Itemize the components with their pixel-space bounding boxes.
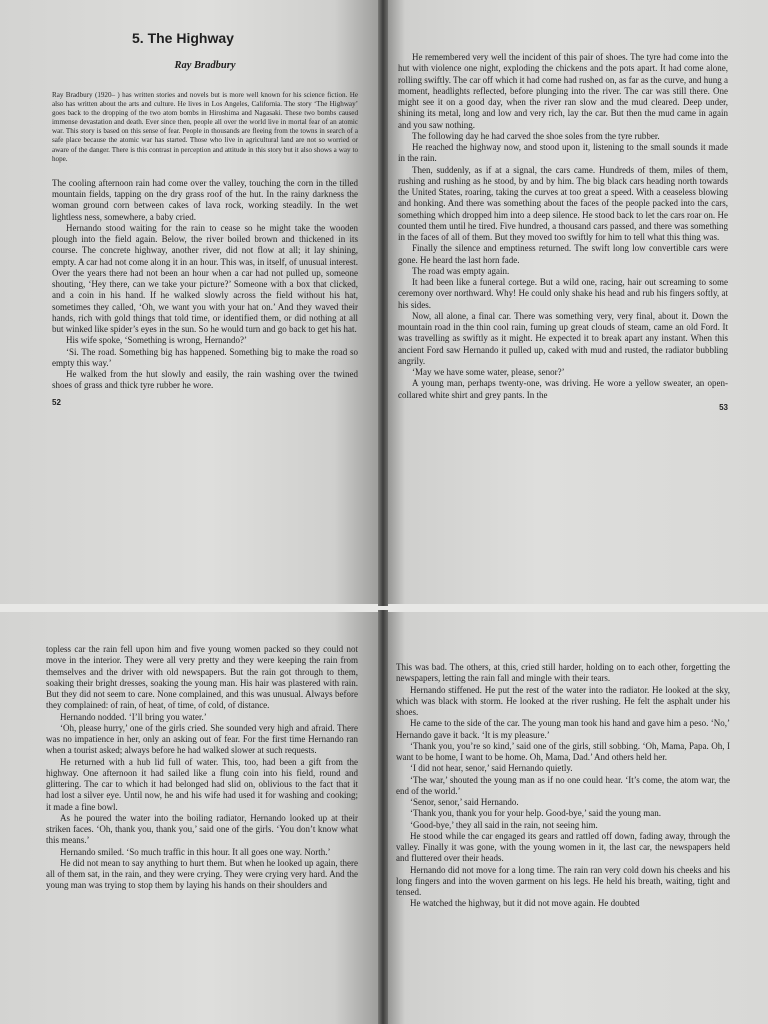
paragraph: The road was empty again. [412,265,510,276]
paragraph: It had been like a funeral cortege. But a wild one, racing, hair out screaming to some ceremony over northward. Why! He could only shake his head and rub his fingers softly, at his sides. [398,277,728,310]
paragraph: Now, all alone, a final car. There was something very, very final, about it. Down the mountain road in the thin cool rain, fuming up great clouds of steam, came an old Ford. It was travelling as swiftly as it might. He expected it to break apart any instant. When this ancient Ford saw Hernando it pulled up, caked with mud and rusted, the radiator bubbling angrily. [398,310,728,366]
paragraph: topless car the rain fell upon him and five young women packed so they could not move in the interior. They were all very pretty and they were keeping the rain from themselves and the driver with old newspapers. But the rain got through to them, soaking their bright dresses, soaking the young man. His hair was plastered with rain. But they did not seem to care. None complained, and this was unusual. Always before they complained: of rain, of heat, of time, of cold, of distance. [46,644,358,711]
book-spine-bottom [378,610,388,1024]
paragraph: Hernando stiffened. He put the rest of the water into the radiator. He looked at the sky, which was black with storm. He looked at the river rushing. He felt the asphalt under his shoes. [396,684,730,717]
page-number: 52 [52,397,61,407]
page-number: 53 [719,402,728,412]
paragraph: His wife spoke, ‘Something is wrong, Hernando?’ [66,335,247,346]
paragraph: ‘The war,’ shouted the young man as if no one could hear. ‘It’s come, the atom war, the end of the world.’ [396,774,730,796]
page-52 [0,0,380,604]
paragraph: He walked from the hut slowly and easily, the rain washing over the twined shoes of grass and thick tyre rubber he wore. [52,369,358,391]
paragraph: Then, suddenly, as if at a signal, the cars came. Hundreds of them, miles of them, rushing and rushing as he stood, by and by him. The big black cars heading north towards the United States, roaring, taking the curves at too great a speed. With a ceaseless blowing and honking. And there was something about the faces of the people packed into the cars, something which dropped him into a deep silence. He stood back to let the cars roar on. He counted them until he tired. Five hundred, a thousand cars passed, and there was something in the faces of all of them. But they moved too swiftly for him to tell what this thing was. [398,164,728,242]
page-55-body [396,662,730,910]
paragraph: As he poured the water into the boiling radiator, Hernando looked up at their striken faces. ‘Oh, thank you, thank you,’ said one of the girls. ‘You don’t know what this means.’ [46,812,358,846]
paragraph: He stood while the car engaged its gears and rattled off down, fading away, through the valley. Finally it was gone, with the young women in it, the last car, the newspapers held and fluttered over their heads. [396,830,730,864]
paragraph: ‘Si. The road. Something big has happened. Something big to make the road so empty this way.’ [52,346,358,368]
story-author: Ray Bradbury [174,60,236,71]
page-53 [386,0,768,604]
paragraph: ‘May we have some water, please, senor?’ [412,367,565,377]
paragraph: He remembered very well the incident of this pair of shoes. The tyre had come into the hut with violence one night, exploding the chickens and the pots apart. It had come alone, rolling swiftly. The car off which it had come had rushed on, as far as the curve, and hung a moment, headlights reflected, before plunging into the river. The car was still there. One might see it on a good day, when the river ran slow and the mud cleared. Deep under, shining its metal, long and low and very rich, lay the car. But then the mud came in again and you saw nothing. [398,52,728,130]
paragraph: Hernando stood waiting for the rain to cease so he might take the wooden plough into the field again. Below, the river boiled brown and thickened in its course. The concrete highway, another river, did not flow at all; it lay shining, empty. A car had not come along it in an hour. This was, in itself, of unusual interest. Over the years there had not been an hour when a car had not pulled up, someone shouting, ‘Hey there, can we take your picture?’ Someone with a box that clicked, and a coin in his hand. If he walked slowly across the field without his hat, sometimes they called, ‘Oh, we want you with your hat on.’ And they waved their hands, rich with gold things that told time, or identified them, or did nothing at all but winked like spider’s eyes in the sun. So he would turn and go back to get his hat. [52,222,358,334]
paragraph: Finally the silence and emptiness returned. The swift long low convertible cars were gone. He heard the last horn fade. [398,243,728,265]
page-55 [386,612,768,1024]
paragraph: He did not mean to say anything to hurt them. But when he looked up again, there all of them sat, in the rain, and they were crying. They were crying very hard. And the young man was trying to stop them by laying his hands on their shoulders and [46,857,358,891]
story-title: 5. The Highway [132,30,234,46]
paragraph: The following day he had carved the shoe soles from the tyre rubber. [412,130,660,141]
page-53-body [398,52,728,401]
paragraph: He watched the highway, but it did not move again. He doubted [410,898,640,909]
paragraph: ‘Good-bye,’ they all said in the rain, not seeing him. [410,819,598,830]
paragraph: A young man, perhaps twenty-one, was driving. He wore a yellow sweater, an open-collared white shirt and grey pants. In the [398,378,728,400]
paragraph: He came to the side of the car. The young man took his hand and gave him a peso. ‘No,’ Hernando gave it back. ‘It is my pleasure.’ [396,718,730,740]
paragraph: Hernando smiled. ‘So much traffic in this hour. It all goes one way. North.’ [60,846,331,857]
paragraph: ‘Thank you, thank you for your help. Good-bye,’ said the young man. [410,808,662,819]
paragraph: ‘I did not hear, senor,’ said Hernando quietly. [410,763,573,774]
book-spine-top [378,0,388,606]
paragraph: He returned with a hub lid full of water. This, too, had been a gift from the highway. One afternoon it had sailed like a flung coin into his field, round and glittering. The car to which it had belonged had slid on, oblivious to the fact that it had lost a silver eye. Until now, he and his wife had used it for washing and cooking; it made a fine bowl. [46,756,358,812]
paragraph: ‘Senor, senor,’ said Hernando. [410,797,519,807]
page-54-body [46,644,358,892]
paragraph: He reached the highway now, and stood upon it, listening to the small sounds it made in the rain. [398,142,728,164]
paragraph: This was bad. The others, at this, cried still harder, holding on to each other, forgetting the newspapers, letting the rain fall and mingle with their tears. [396,662,730,684]
page-54 [0,612,380,1024]
paragraph: Hernando did not move for a long time. The rain ran very cold down his cheeks and his long fingers and into the woven garment on his legs. He held his breath, waiting, tight and tensed. [396,864,730,897]
paragraph: The cooling afternoon rain had come over the valley, touching the corn in the tilled mountain fields, tapping on the dry grass roof of the hut. In the rainy darkness the woman ground corn between cakes of lava rock, working steadily. In the wet lightless ness, somewhere, a baby cried. [52,177,358,222]
page-52-body [52,178,358,392]
author-intro: Ray Bradbury (1920– ) has written stories and novels but is more well known for his science fiction. He also has written about the arts and culture. He lives in Los Angeles, California. The story ‘The Highway’ goes back to the dropping of the two atom bombs in Hiroshima and Nagasaki. These two bombs caused immense devastation and death. Ever since then, people all over the world live in mortal fear of an atomic war. This story is based on this sense of fear. People in thousands are fleeing from the towns in search of a safe place because the atomic war has started. Those who live in agricultural land are not so worried or aware of the danger. There is this contrast in perception and attitude in this story but it also shows a way to hope. [52,91,358,163]
paragraph: ‘Thank you, you’re so kind,’ said one of the girls, still sobbing. ‘Oh, Mama, Papa. Oh, I want to be home, I want to be home. Oh, Mama, Dad.’ And others held her. [396,740,730,762]
paragraph: Hernando nodded. ‘I’ll bring you water.’ [60,711,207,722]
paragraph: ‘Oh, please hurry,’ one of the girls cried. She sounded very high and afraid. There was no impatience in her, only an asking out of fear. For the first time Hernando ran when a tourist asked; always before he had walked slower at such requests. [46,722,358,756]
